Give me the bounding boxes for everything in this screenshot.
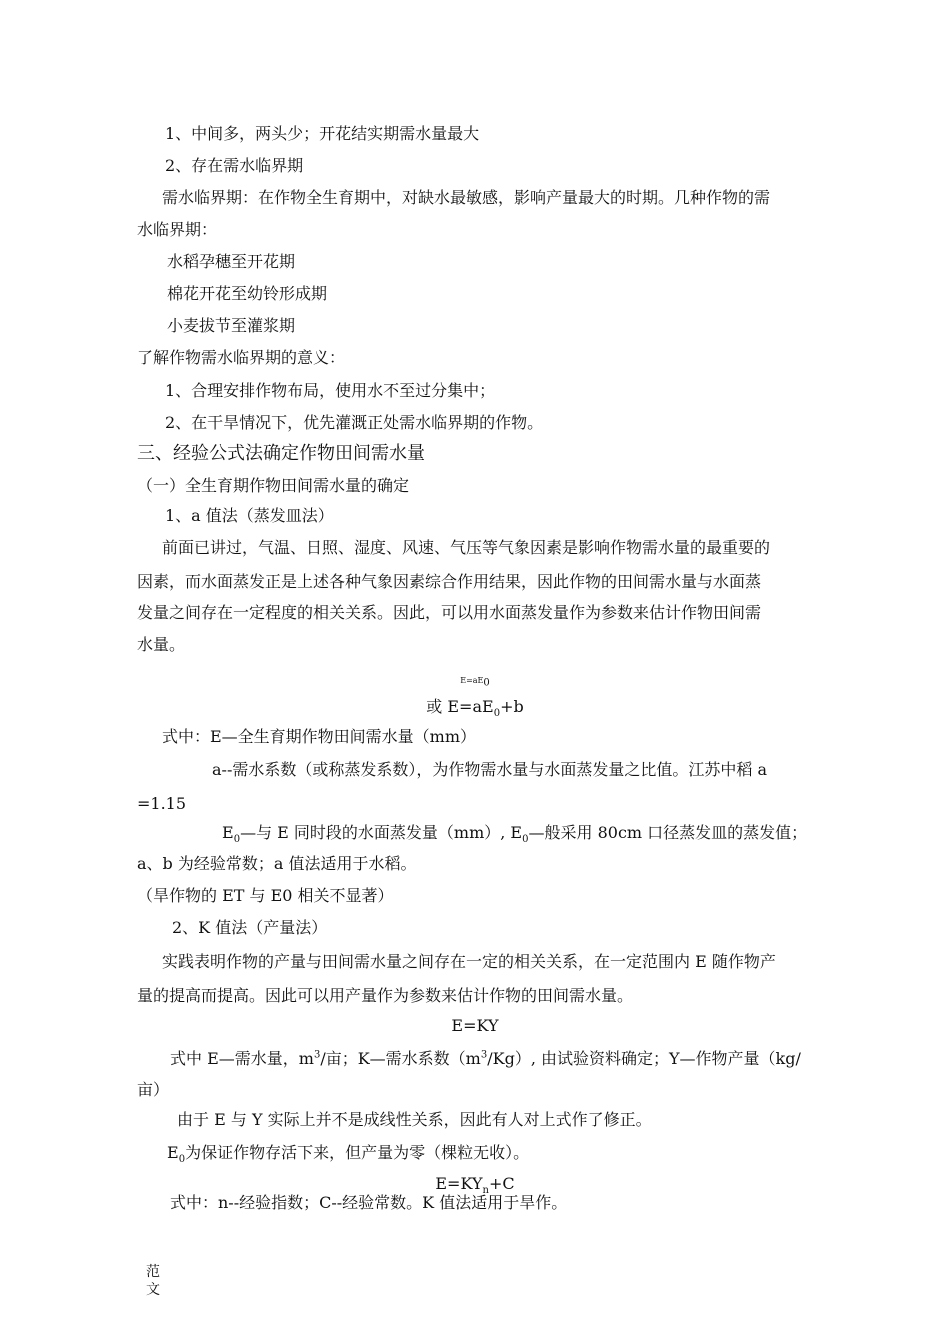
method-heading: 1、a 值法（蒸发皿法） — [165, 506, 334, 525]
text-line: 1、中间多，两头少；开花结实期需水量最大 — [165, 124, 480, 143]
text-line: 水稻孕穗至开花期 — [167, 252, 296, 271]
formula-small: $E=aE_0$ — [460, 676, 490, 689]
text-line: （旱作物的 ET 与 E0 相关不显著） — [137, 886, 394, 905]
text-line: $E_0$为保证作物存活下来，但产量为零（棵粒无收）。 — [167, 1143, 530, 1166]
text-line: 水量。 — [137, 635, 186, 654]
text-line: $E_0—$与 E 同时段的水面蒸发量（mm）, $E_0—$般采用 80cm 口径蒸发皿的蒸发值； — [222, 823, 808, 846]
text-line: 因素，而水面蒸发正是上述各种气象因素综合作用结果，因此作物的田间需水量与水面蒸 — [137, 572, 762, 591]
text-line: a、b 为经验常数；a 值法适用于水稻。 — [137, 854, 417, 873]
text-line: =1.15 — [137, 794, 187, 813]
text-line: 发量之间存在一定程度的相关关系。因此，可以用水面蒸发量作为参数来估计作物田间需 — [137, 603, 762, 622]
text-line: 式中 E—需水量，$m^3/$亩；K—需水系数$(m^3/Kg)$, 由试验资料确定；Y—作物产量（kg/ — [170, 1049, 801, 1068]
text-line: 式中：E—全生育期作物田间需水量（mm） — [162, 727, 477, 746]
method-heading: 2、K 值法（产量法） — [172, 918, 328, 937]
text-line: 1、合理安排作物布局，使用水不至过分集中； — [165, 381, 496, 400]
subsection-heading: （一）全生育期作物田间需水量的确定 — [137, 476, 410, 495]
text-line: 需水临界期：在作物全生育期中，对缺水最敏感，影响产量最大的时期。几种作物的需 — [162, 188, 771, 207]
text-line: 前面已讲过，气温、日照、湿度、风速、气压等气象因素是影响作物需水量的最重要的 — [162, 538, 771, 557]
text-line: 小麦拔节至灌浆期 — [167, 316, 296, 335]
formula: E=KY — [451, 1016, 499, 1035]
text-line: 式中：n--经验指数；C--经验常数。K 值法适用于旱作。 — [170, 1193, 568, 1212]
section-heading: 三、经验公式法确定作物田间需水量 — [137, 443, 425, 464]
text-line: 了解作物需水临界期的意义： — [137, 348, 346, 367]
text-line: 亩） — [137, 1080, 170, 1099]
text-line: 实践表明作物的产量与田间需水量之间存在一定的相关关系，在一定范围内 E 随作物产 — [162, 952, 776, 971]
text-line: 2、在干旱情况下，优先灌溉正处需水临界期的作物。 — [165, 413, 544, 432]
footer-label: 范文 — [146, 1264, 160, 1298]
text-line: 由于 E 与 Y 实际上并不是成线性关系，因此有人对上式作了修正。 — [177, 1110, 652, 1129]
text-line: 2、存在需水临界期 — [165, 156, 304, 175]
text-line: a--需水系数（或称蒸发系数），为作物需水量与水面蒸发量之比值。江苏中稻 a — [212, 760, 767, 779]
text-line: 量的提高而提高。因此可以用产量作为参数来估计作物的田间需水量。 — [137, 986, 634, 1005]
text-line: 棉花开花至幼铃形成期 — [167, 284, 328, 303]
formula: 或 $E=aE_0+b$ — [426, 697, 524, 720]
formula: $E=KY_n+C$ — [435, 1174, 515, 1197]
text-line: 水临界期： — [137, 220, 218, 239]
